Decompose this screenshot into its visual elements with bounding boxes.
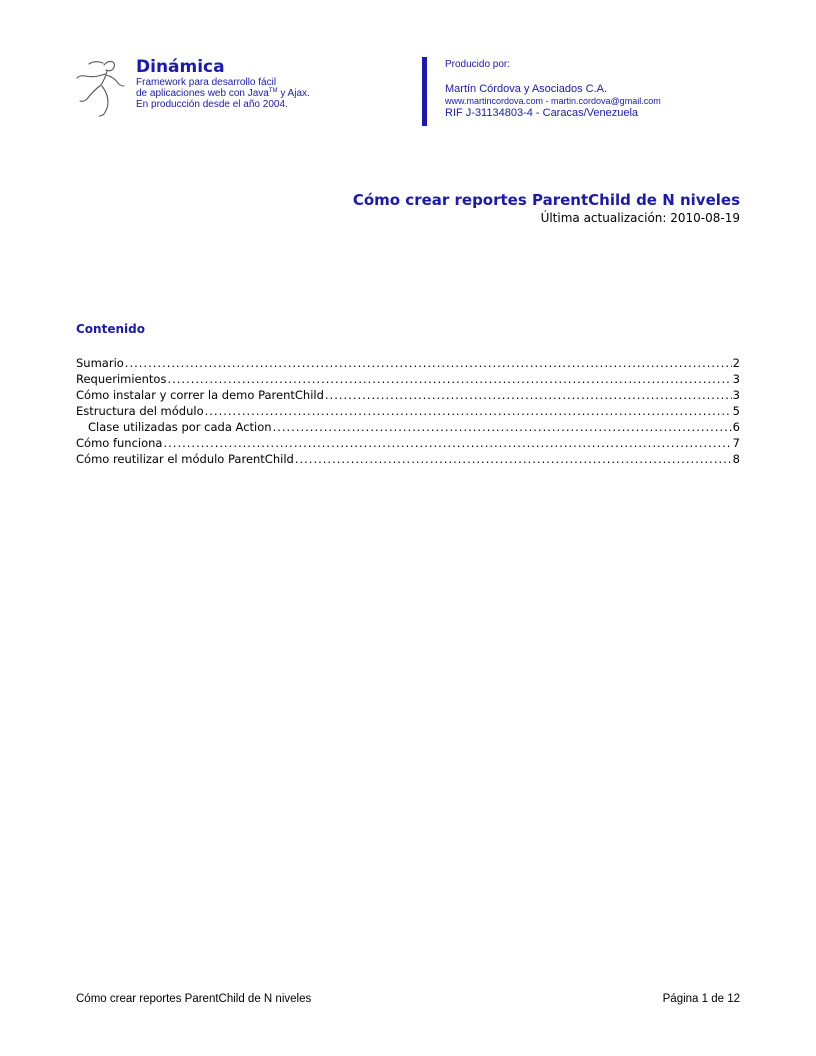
toc-item-sumario[interactable] bbox=[76, 355, 740, 371]
toc-heading: Contenido bbox=[76, 322, 145, 336]
toc-item-page: 7 bbox=[732, 436, 740, 450]
title-block bbox=[353, 190, 740, 226]
toc-item-text: Sumario bbox=[76, 356, 124, 370]
brand-block bbox=[136, 57, 310, 110]
document-title: Cómo crear reportes ParentChild de N niveles bbox=[352, 191, 740, 209]
header-divider-bar bbox=[422, 57, 427, 126]
toc-item-page: 3 bbox=[732, 388, 740, 402]
toc-item-text: Clase utilizadas por cada Action bbox=[88, 420, 272, 434]
tagline-ajax-text: y Ajax. bbox=[277, 88, 310, 99]
footer-page-number: Página 1 de 12 bbox=[662, 993, 740, 1005]
toc-leader bbox=[295, 451, 732, 467]
toc-item-text: Cómo reutilizar el módulo ParentChild bbox=[76, 452, 294, 466]
toc-leader bbox=[163, 435, 731, 451]
toc-leader bbox=[273, 419, 732, 435]
running-figure-icon bbox=[74, 57, 130, 121]
toc-item-page: 3 bbox=[732, 372, 740, 386]
table-of-contents bbox=[76, 355, 740, 467]
tagline-java-text: de aplicaciones web con Java bbox=[136, 88, 269, 99]
toc-leader bbox=[325, 387, 732, 403]
toc-item-text: Requerimientos bbox=[76, 372, 167, 386]
toc-item-page: 5 bbox=[732, 404, 740, 418]
toc-item-text: Cómo funciona bbox=[76, 436, 163, 450]
brand-tagline-line-3: En producción desde el año 2004. bbox=[136, 99, 288, 110]
brand-name: Dinámica bbox=[136, 57, 225, 77]
toc-item-requerimientos[interactable] bbox=[76, 371, 740, 387]
last-updated: Última actualización: 2010-08-19 bbox=[540, 211, 740, 225]
footer-document-title: Cómo crear reportes ParentChild de N niveles bbox=[76, 993, 312, 1005]
brand-tagline-line-1: Framework para desarrollo fácil bbox=[136, 77, 277, 88]
toc-leader bbox=[205, 403, 732, 419]
toc-leader bbox=[125, 355, 732, 371]
toc-item-text: Cómo instalar y correr la demo ParentChild bbox=[76, 388, 324, 402]
toc-item-page: 8 bbox=[732, 452, 740, 466]
producer-contact: www.martincordova.com - martin.cordova@gmail.com bbox=[445, 96, 661, 106]
toc-item-text: Estructura del módulo bbox=[76, 404, 204, 418]
toc-item-estructura-modulo[interactable] bbox=[76, 403, 740, 419]
toc-item-reutilizar-modulo[interactable] bbox=[76, 451, 740, 467]
producer-label: Producido por: bbox=[445, 59, 511, 70]
toc-item-clase-action[interactable] bbox=[76, 419, 740, 435]
producer-company: Martín Córdova y Asociados C.A. bbox=[445, 83, 608, 95]
toc-item-page: 2 bbox=[732, 356, 740, 370]
brand-tagline-line-2 bbox=[136, 88, 310, 99]
producer-block bbox=[445, 59, 661, 120]
trademark-mark: TM bbox=[268, 88, 278, 94]
producer-rif: RIF J-31134803-4 - Caracas/Venezuela bbox=[445, 107, 639, 119]
toc-leader bbox=[167, 371, 731, 387]
toc-item-page: 6 bbox=[732, 420, 740, 434]
toc-item-como-funciona[interactable] bbox=[76, 435, 740, 451]
toc-item-instalar-demo[interactable] bbox=[76, 387, 740, 403]
